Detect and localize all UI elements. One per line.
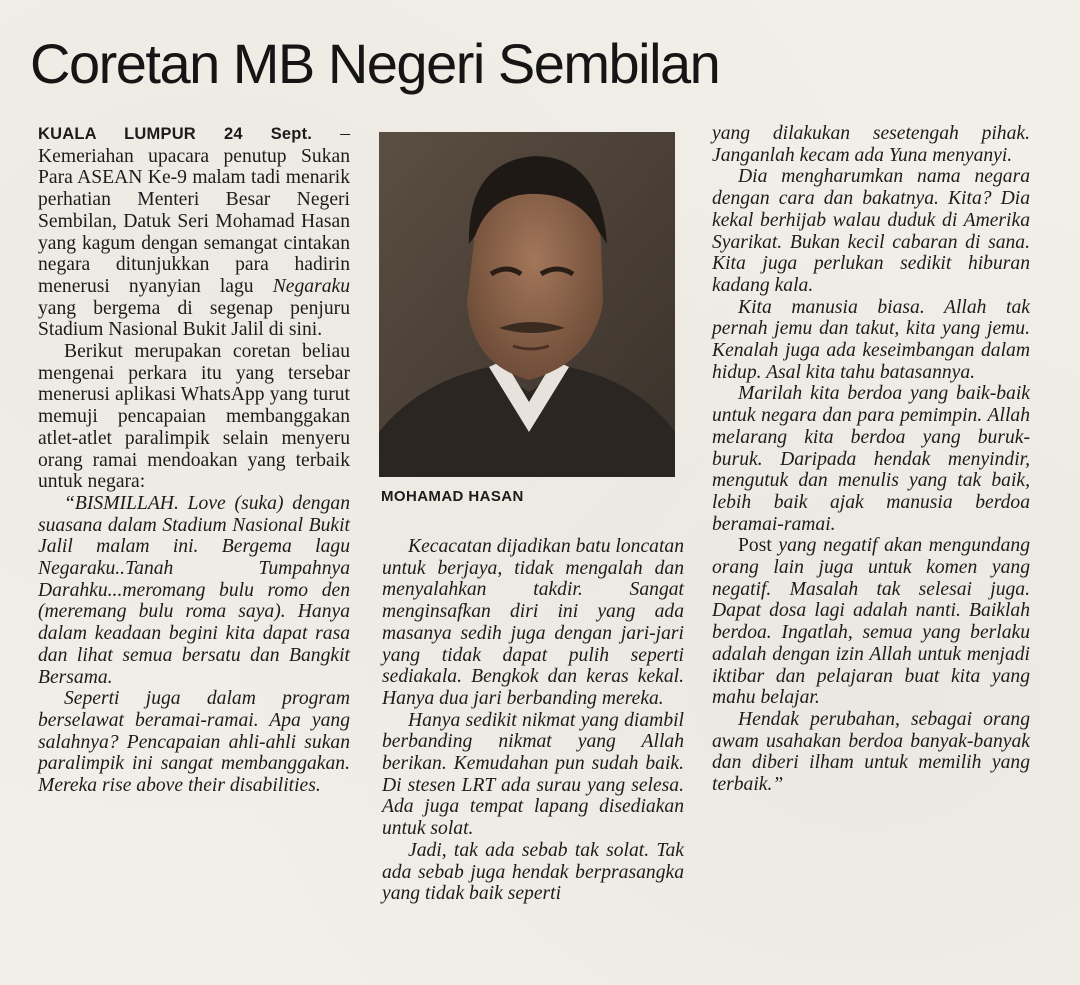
lead-paragraph: [38, 123, 350, 341]
quote-paragraph: Kita manusia biasa. Allah tak pernah jemu dan takut, kita yang jemu. Kenalah juga ada keseimbangan dalam hidup. Asal kita tahu batasannya.: [712, 296, 1030, 383]
post-word: Post: [738, 535, 772, 557]
lead-text: – Kemeriahan upacara penutup Sukan Para ASEAN Ke-9 malam tadi menarik perhatian Menteri Besar Negeri Sembilan, Datuk Seri Mohamad Hasan yang kagum dengan semangat cintakan negara ditunjukkan para hadirin menerusi nyanyian lagu: [38, 123, 350, 297]
quote-paragraph: Dia mengharumkan nama negara dengan cara dan bakatnya. Kita? Dia kekal berhijab walau duduk di Amerika Syarikat. Bukan kecil cabaran di sana. Kita juga perlukan sedikit hiburan kadang kala.: [712, 166, 1030, 296]
quote-paragraph: Seperti juga dalam program berselawat beramai-ramai. Apa yang salahnya? Pencapaian ahli-ahli sukan paralimpik ini sangat membanggakan. Mereka rise above their disabilities.: [38, 688, 350, 797]
quote-paragraph: Hendak perubahan, sebagai orang awam usahakan berdoa banyak-banyak dan diberi ilham untuk memilih yang terbaik.”: [712, 708, 1030, 796]
portrait-photo: [379, 132, 675, 477]
article-column-1: [38, 123, 350, 797]
portrait-image: [379, 132, 675, 477]
quote-paragraph: Hanya sedikit nikmat yang diambil berbanding nikmat yang Allah berikan. Kemudahan pun sudah baik. Di stesen LRT ada surau yang selesa. Ada juga tempat lapang disediakan untuk solat.: [382, 709, 684, 840]
quote-paragraph: Marilah kita berdoa yang baik-baik untuk negara dan para pemimpin. Allah melarang kita berdoa yang buruk-buruk. Daripada hendak menyindir, mengutuk dan menulis yang tak baik, lebih baik ajak manusia berdoa beramai-ramai.: [712, 383, 1030, 535]
headline: Coretan MB Negeri Sembilan: [30, 32, 720, 95]
quote-paragraph: yang dilakukan sesetengah pihak. Janganlah kecam ada Yuna menyanyi.: [712, 123, 1030, 166]
quote-text: yang negatif akan mengundang orang lain juga untuk komen yang negatif. Masalah tak selesai juga. Dapat dosa lagi adalah nanti. Baiklah berdoa. Ingatlah, semua yang berlaku adalah dengan izin Allah untuk menjadi iktibar dan pelajaran buat kita yang mahu belajar.: [712, 535, 1030, 709]
article-column-3: [712, 123, 1030, 796]
dateline: KUALA LUMPUR 24 Sept.: [38, 125, 313, 143]
paragraph: Berikut merupakan coretan beliau mengenai perkara itu yang tersebar menerusi aplikasi WhatsApp yang turut memuji pencapaian membanggakan atlet-atlet paralimpik selain menyeru orang ramai mendoakan yang terbaik untuk negara:: [38, 341, 350, 493]
quote-paragraph: Kecacatan dijadikan batu loncatan untuk berjaya, tidak mengalah dan menyalahkan takdir. Sangat menginsafkan diri ini yang ada masanya sedih juga dengan jari-jari yang tidak dapat pulih seperti sediakala. Bengkok dan keras kekal. Hanya dua jari berbanding mereka.: [382, 536, 684, 709]
photo-caption: MOHAMAD HASAN: [381, 488, 524, 505]
song-title: Negaraku: [272, 275, 350, 297]
quote-paragraph: “BISMILLAH. Love (suka) dengan suasana dalam Stadium Nasional Bukit Jalil malam ini. Bergema lagu Negaraku..Tanah Tumpahnya Darahku...meromang bulu romo den (meremang bulu roma saya). Hanya dalam keadaan begini kita dapat rasa dan lihat semua bersatu dan Bangkit Bersama.: [38, 492, 350, 688]
lead-text-tail: yang bergema di segenap penjuru Stadium Nasional Bukit Jalil di sini.: [38, 297, 350, 341]
quote-paragraph: Jadi, tak ada sebab tak solat. Tak ada sebab juga hendak berprasangka yang tidak baik seperti: [382, 839, 684, 905]
quote-paragraph: [712, 535, 1030, 709]
article-column-2: [382, 536, 684, 905]
